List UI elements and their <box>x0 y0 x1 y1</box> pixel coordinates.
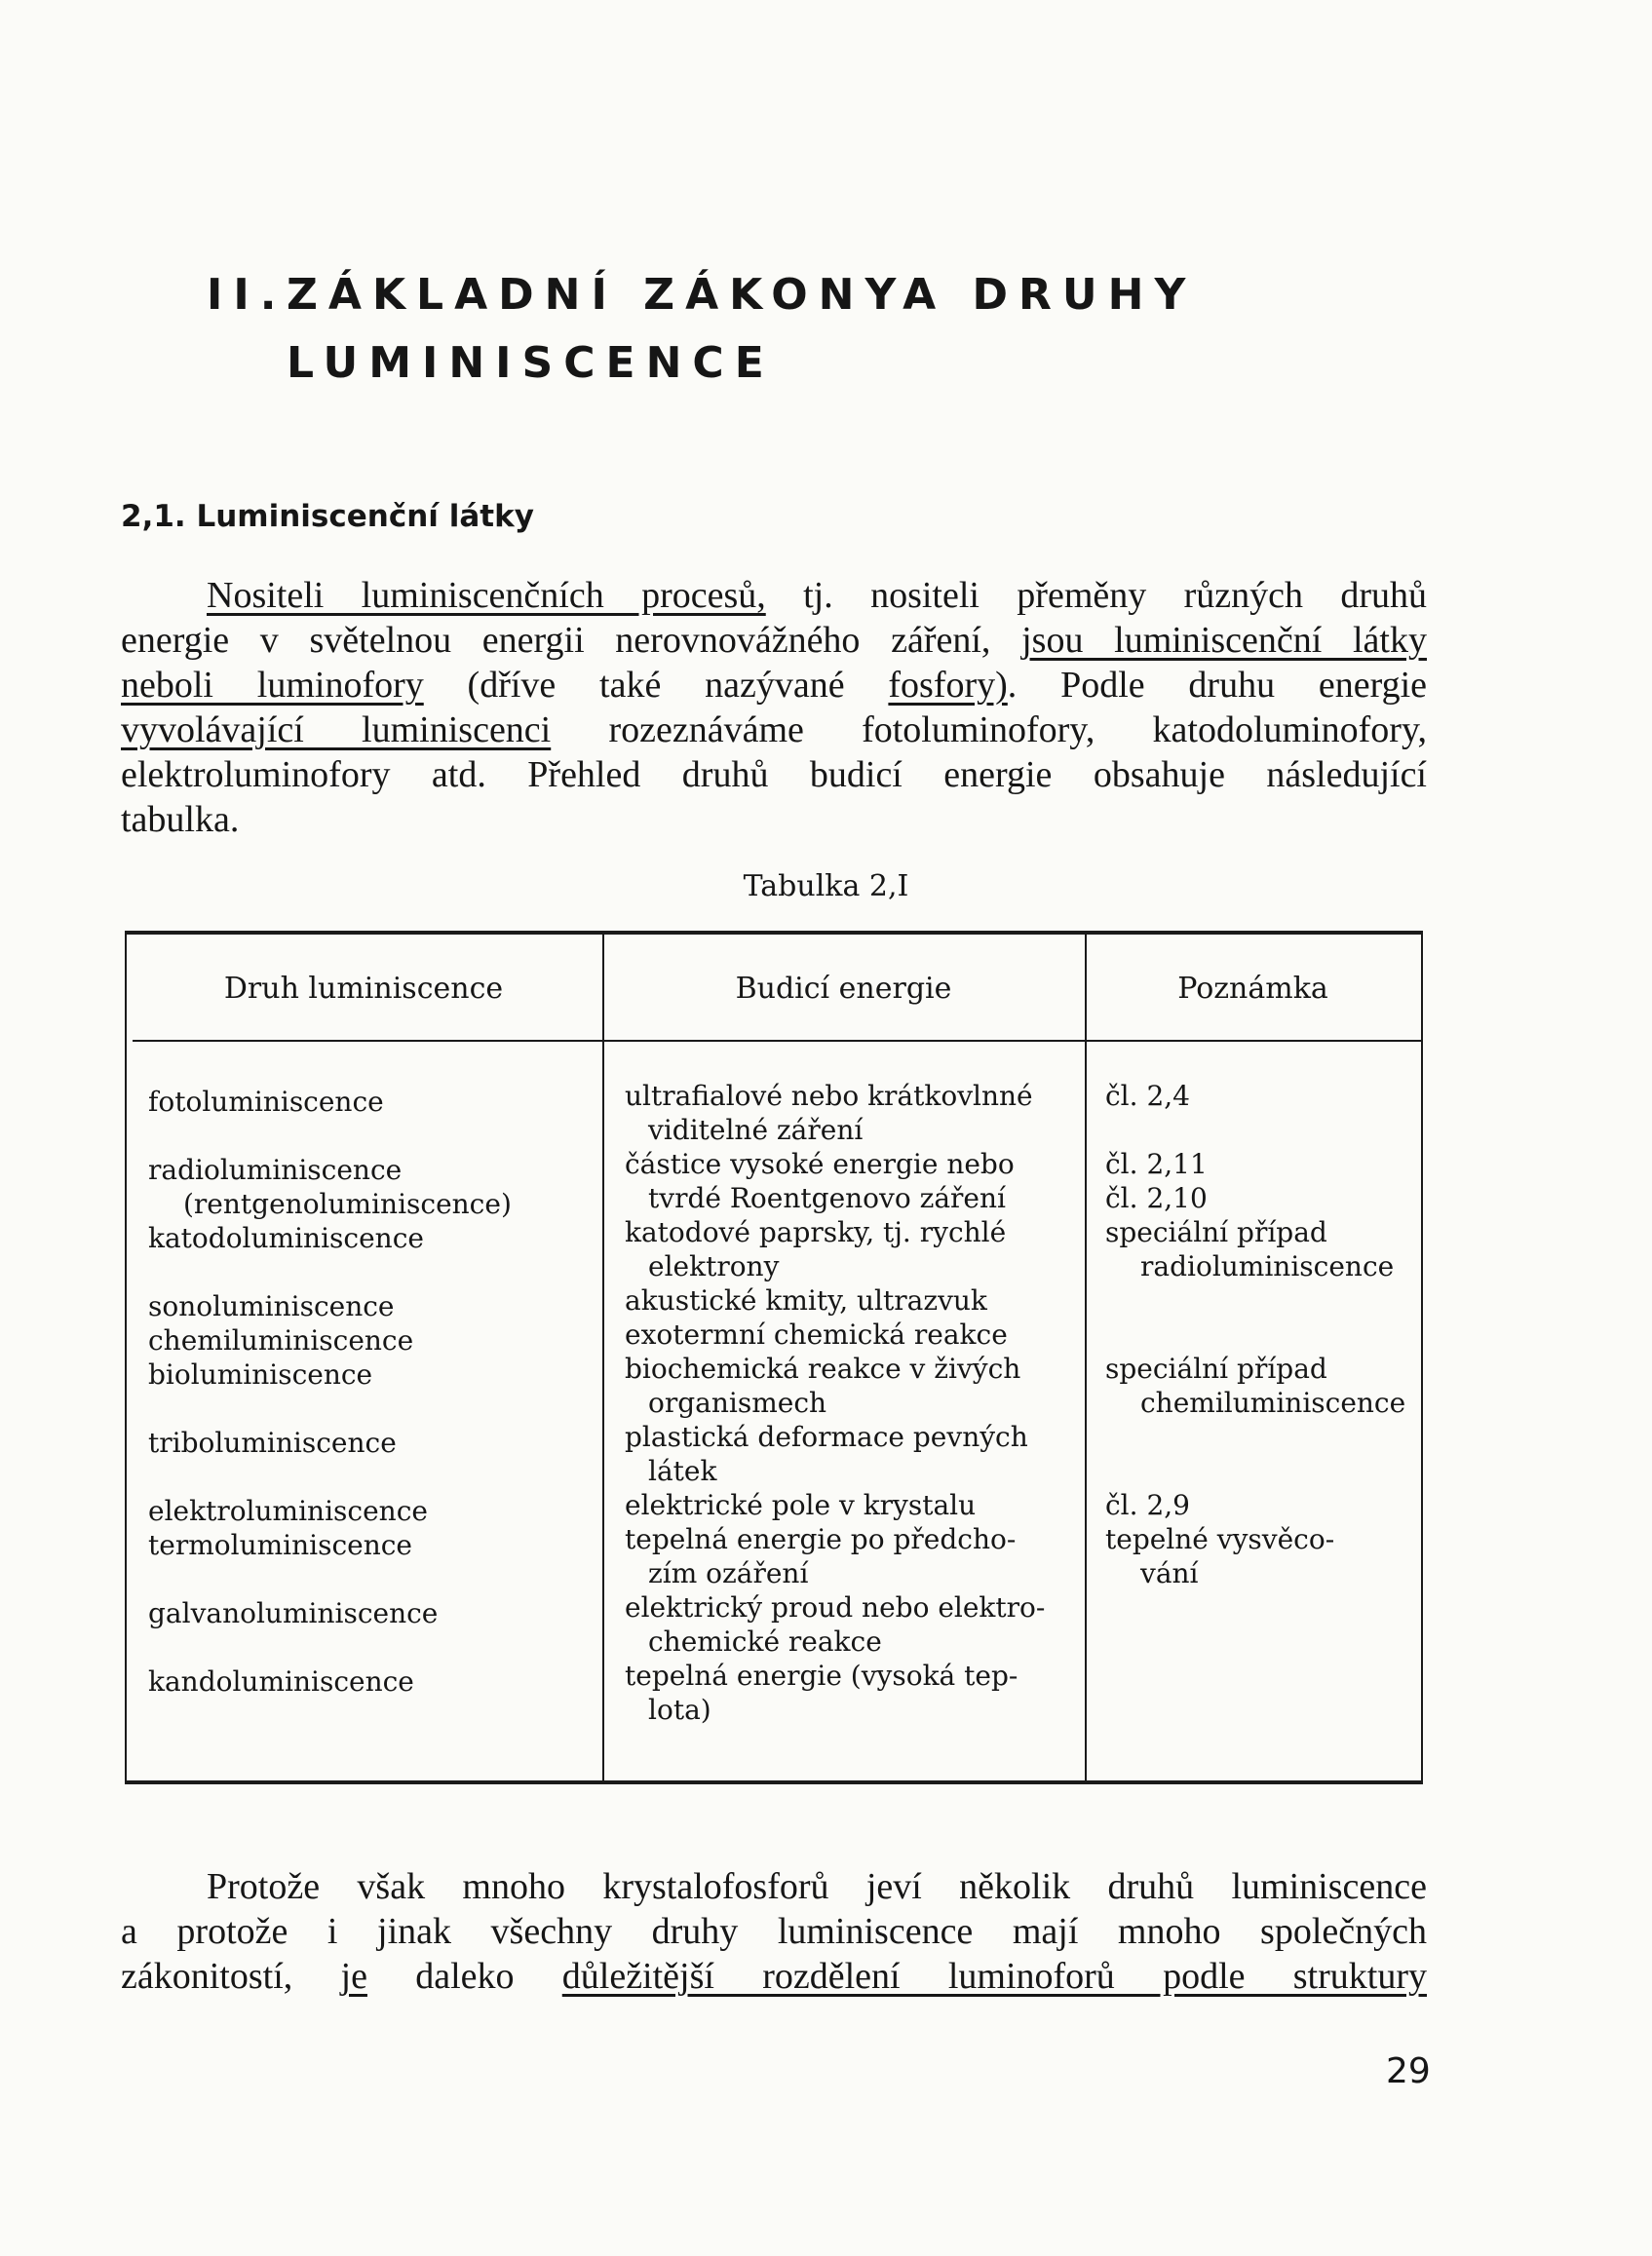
cell-energie: tepelná energie po předcho- <box>625 1523 1017 1555</box>
paragraph-intro <box>121 573 1427 842</box>
chapter-title-line2: LUMINISCENCE <box>287 338 775 388</box>
cell-energie: ultrafialové nebo krátkovlnné <box>625 1080 1033 1112</box>
header-poznamka: Poznámka <box>1177 972 1328 1006</box>
cell-poznamka: čl. 2,9 <box>1105 1489 1190 1521</box>
table-header-rule <box>133 1040 1421 1042</box>
text-run: daleko <box>366 1956 562 1997</box>
chapter-number: II. <box>207 270 288 320</box>
section-heading: 2,1. Luminiscenční látky <box>121 499 534 534</box>
underlined-phrase: je <box>340 1956 367 1997</box>
underlined-phrase: jsou luminiscenční látky <box>1021 620 1427 661</box>
cell-druh-sub-text: (rentgenoluminiscence) <box>183 1188 512 1220</box>
header-energie: Budicí energie <box>735 972 952 1006</box>
cell-energie: biochemická reakce v živých <box>625 1353 1021 1385</box>
underlined-phrase: neboli luminofory <box>121 665 424 706</box>
cell-energie-cont: látek <box>648 1455 717 1487</box>
cell-druh: sonoluminiscence <box>148 1290 395 1322</box>
table-right-border <box>1421 931 1423 1784</box>
table-top-rule <box>125 931 1423 935</box>
table-bottom-rule <box>125 1780 1423 1784</box>
header-druh: Druh luminiscence <box>223 972 504 1006</box>
underlined-phrase: důležitější rozdělení luminoforů podle struktury <box>561 1956 1427 1997</box>
cell-druh: katodoluminiscence <box>148 1222 424 1254</box>
cell-poznamka-cont: radioluminiscence <box>1140 1250 1395 1282</box>
cell-energie-cont: lota) <box>648 1694 711 1726</box>
cell-energie: částice vysoké energie nebo <box>625 1148 1015 1180</box>
cell-druh: triboluminiscence <box>148 1427 397 1459</box>
cell-druh: bioluminiscence <box>148 1358 373 1391</box>
cell-energie: tepelná energie (vysoká tep- <box>625 1660 1018 1692</box>
cell-poznamka-cont: vání <box>1140 1557 1199 1589</box>
text-run: tj. nositeli přeměny různých druhů <box>765 575 1427 616</box>
paragraph-line <box>121 707 1427 752</box>
cell-energie-cont: elektrony <box>648 1250 780 1282</box>
cell-energie-cont: tvrdé Roentgenovo záření <box>648 1182 1006 1214</box>
cell-druh: elektroluminiscence <box>148 1495 428 1527</box>
text-run: rozeznáváme fotoluminofory, katodoluminofory, <box>551 709 1427 750</box>
cell-druh: kandoluminiscence <box>148 1665 414 1698</box>
cell-poznamka: čl. 2,4 <box>1105 1080 1190 1112</box>
paragraph-line <box>121 573 1427 618</box>
paragraph-line <box>121 663 1427 707</box>
cell-energie: akustické kmity, ultrazvuk <box>625 1284 987 1317</box>
column-divider <box>602 935 604 1780</box>
cell-druh: fotoluminiscence <box>148 1086 384 1118</box>
underlined-phrase: Nositeli luminiscenčních procesů, <box>207 575 766 616</box>
table-left-border <box>125 931 127 1784</box>
chapter-title <box>207 261 1474 398</box>
cell-energie: elektrické pole v krystalu <box>625 1489 977 1521</box>
cell-poznamka: čl. 2,10 <box>1105 1182 1208 1214</box>
cell-poznamka-cont: chemiluminiscence <box>1140 1387 1406 1419</box>
chapter-title-line1: ZÁKLADNÍ ZÁKONYA DRUHY <box>287 270 1197 320</box>
cell-energie: exotermní chemická reakce <box>625 1319 1008 1351</box>
paragraph-structure <box>121 1864 1427 1999</box>
cell-energie-cont: viditelné záření <box>648 1114 864 1146</box>
text-run: (dříve také nazývané <box>423 665 889 706</box>
cell-druh-sub <box>148 1187 512 1221</box>
page-number: 29 <box>1386 2051 1431 2091</box>
underlined-phrase: fosfory) <box>888 665 1008 706</box>
underlined-phrase: vyvolávající luminiscenci <box>121 709 552 750</box>
cell-poznamka: čl. 2,11 <box>1105 1148 1208 1180</box>
luminescence-table <box>125 931 1423 1788</box>
cell-energie: katodové paprsky, tj. rychlé <box>625 1216 1007 1248</box>
paragraph-line: a protože i jinak všechny druhy luminiscence mají mnoho společných <box>121 1911 1427 1952</box>
column-divider <box>1085 935 1087 1780</box>
paragraph-line: Protože však mnoho krystalofosforů jeví několik druhů luminiscence <box>207 1866 1427 1907</box>
text-run: . Podle druhu energie <box>1007 665 1427 706</box>
cell-energie-cont: chemické reakce <box>648 1625 882 1658</box>
cell-energie: elektrický proud nebo elektro- <box>625 1591 1046 1624</box>
cell-energie-cont: organismech <box>648 1387 827 1419</box>
text-run: energie v světelnou energii nerovnovážného záření, <box>121 620 1022 661</box>
paragraph-line: elektroluminofory atd. Přehled druhů budicí energie obsahuje následující <box>121 754 1427 795</box>
cell-druh: galvanoluminiscence <box>148 1597 439 1629</box>
text-run: zákonitostí, <box>121 1956 341 1997</box>
cell-poznamka: speciální případ <box>1105 1216 1327 1248</box>
cell-energie-cont: zím ozáření <box>648 1557 809 1589</box>
cell-druh: radioluminiscence <box>148 1154 403 1186</box>
paragraph-line <box>121 1954 1427 1999</box>
paragraph-line: tabulka. <box>121 799 240 840</box>
cell-poznamka: tepelné vysvěco- <box>1105 1523 1335 1555</box>
cell-energie: plastická deformace pevných <box>625 1421 1028 1453</box>
cell-druh: termoluminiscence <box>148 1529 413 1561</box>
cell-druh: chemiluminiscence <box>148 1324 414 1357</box>
table-caption: Tabulka 2,I <box>743 869 909 903</box>
cell-poznamka: speciální případ <box>1105 1353 1327 1385</box>
paragraph-line <box>121 618 1427 663</box>
